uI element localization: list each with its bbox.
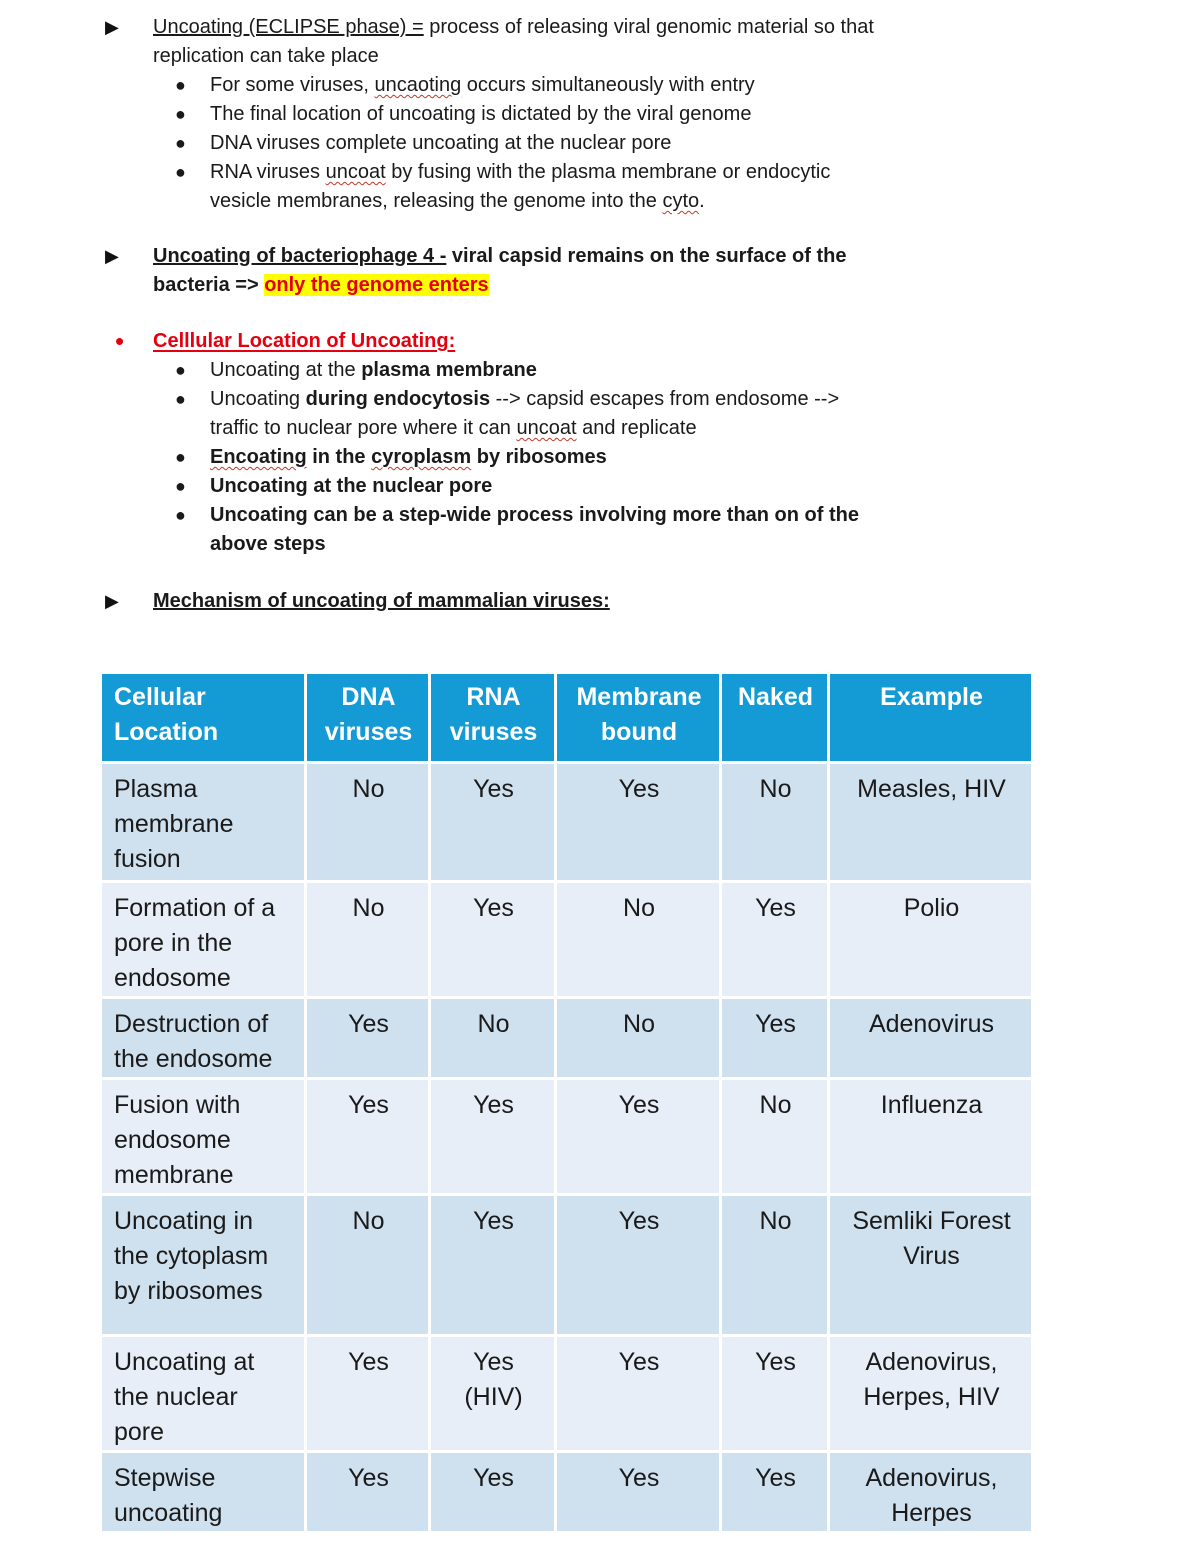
cell-dna: No: [307, 764, 431, 883]
cell-dna: No: [307, 1196, 431, 1337]
triangle-bullet-icon: ▶: [105, 591, 119, 611]
cell-location: Destruction of the endosome: [102, 999, 307, 1080]
bullet-icon: ●: [175, 447, 186, 467]
bacteriophage-heading: Uncoating of bacteriophage 4 - viral capsid remains on the surface of the: [153, 245, 847, 267]
bullet-icon: ●: [175, 75, 186, 95]
bullet-icon: ●: [175, 104, 186, 124]
mechanism-heading: Mechanism of uncoating of mammalian viruses:: [153, 590, 610, 612]
cell-rna: Yes: [431, 764, 557, 883]
bullet-icon: ●: [175, 360, 186, 380]
cell-membrane: No: [557, 999, 722, 1080]
cell-membrane: No: [557, 883, 722, 999]
list-item-continuation: above steps: [210, 533, 326, 555]
list-item: ● DNA viruses complete uncoating at the nuclear pore: [105, 129, 1005, 158]
list-item: ● Uncoating at the plasma membrane: [105, 356, 1005, 385]
cell-rna: Yes (HIV): [431, 1337, 557, 1453]
cell-rna: Yes: [431, 883, 557, 999]
cell-naked: Yes: [722, 999, 830, 1080]
cell-location: Fusion with endosome membrane: [102, 1080, 307, 1196]
cell-membrane: Yes: [557, 1080, 722, 1196]
eclipse-heading-line2: replication can take place: [153, 45, 379, 67]
table-row: [102, 764, 1034, 883]
section-eclipse: [105, 13, 1005, 216]
list-item-continuation: traffic to nuclear pore where it can uncoat and replicate: [210, 417, 697, 439]
cell-dna: Yes: [307, 999, 431, 1080]
section-mechanism: [105, 587, 1005, 616]
cell-rna: No: [431, 999, 557, 1080]
list-item: ● The final location of uncoating is dictated by the viral genome: [105, 100, 1005, 129]
cell-membrane: Yes: [557, 1453, 722, 1534]
cell-membrane: Yes: [557, 1196, 722, 1337]
bullet-icon: ●: [175, 133, 186, 153]
cell-location: Formation of a pore in the endosome: [102, 883, 307, 999]
cell-dna: Yes: [307, 1337, 431, 1453]
list-item: ● RNA viruses uncoat by fusing with the plasma membrane or endocytic: [105, 158, 1005, 187]
section-bacteriophage: [105, 242, 1005, 300]
cell-naked: No: [722, 764, 830, 883]
table-row: [102, 999, 1034, 1080]
header-membrane-bound: Membrane bound: [557, 674, 722, 764]
cell-naked: Yes: [722, 1337, 830, 1453]
eclipse-heading: Uncoating (ECLIPSE phase) = process of releasing viral genomic material so that: [153, 16, 874, 38]
cell-example: Adenovirus, Herpes: [830, 1453, 1034, 1534]
red-bullet-icon: •: [115, 326, 125, 356]
cell-example: Semliki Forest Virus: [830, 1196, 1034, 1337]
bacteriophage-line2: bacteria => only the genome enters: [153, 274, 489, 296]
header-dna-viruses: DNA viruses: [307, 674, 431, 764]
highlighted-text: only the genome enters: [264, 274, 489, 296]
header-example: Example: [830, 674, 1034, 764]
table-row: [102, 1080, 1034, 1196]
cellular-location-heading: Celllular Location of Uncoating:: [153, 330, 456, 352]
cell-location: Plasma membrane fusion: [102, 764, 307, 883]
cell-example: Influenza: [830, 1080, 1034, 1196]
triangle-bullet-icon: ▶: [105, 246, 119, 266]
header-cellular-location: Cellular Location: [102, 674, 307, 764]
cell-naked: Yes: [722, 883, 830, 999]
cell-naked: No: [722, 1080, 830, 1196]
cell-rna: Yes: [431, 1080, 557, 1196]
list-item: ● Uncoating can be a step-wide process involving more than on of the: [105, 501, 1005, 530]
cell-example: Adenovirus, Herpes, HIV: [830, 1337, 1034, 1453]
table-row: [102, 1337, 1034, 1453]
table-row: [102, 883, 1034, 999]
table-row: [102, 1196, 1034, 1337]
cell-membrane: Yes: [557, 1337, 722, 1453]
cell-rna: Yes: [431, 1453, 557, 1534]
bullet-icon: ●: [175, 505, 186, 525]
list-item: ● Encoating in the cyroplasm by ribosomes: [105, 443, 1005, 472]
cell-example: Measles, HIV: [830, 764, 1034, 883]
cell-location: Uncoating at the nuclear pore: [102, 1337, 307, 1453]
table-header-row: [102, 674, 1034, 764]
list-item: ● Uncoating at the nuclear pore: [105, 472, 1005, 501]
bullet-icon: ●: [175, 162, 186, 182]
triangle-bullet-icon: ▶: [105, 17, 119, 37]
cell-rna: Yes: [431, 1196, 557, 1337]
cell-dna: Yes: [307, 1080, 431, 1196]
bullet-icon: ●: [175, 389, 186, 409]
list-item: ● Uncoating during endocytosis --> capsid escapes from endosome -->: [105, 385, 1005, 414]
cell-naked: Yes: [722, 1453, 830, 1534]
cell-dna: Yes: [307, 1453, 431, 1534]
cell-membrane: Yes: [557, 764, 722, 883]
cell-location: Uncoating in the cytoplasm by ribosomes: [102, 1196, 307, 1337]
cell-dna: No: [307, 883, 431, 999]
list-item-continuation: vesicle membranes, releasing the genome into the cyto.: [210, 190, 705, 212]
bullet-icon: ●: [175, 476, 186, 496]
cell-naked: No: [722, 1196, 830, 1337]
cell-location: Stepwise uncoating: [102, 1453, 307, 1534]
header-naked: Naked: [722, 674, 830, 764]
cell-example: Polio: [830, 883, 1034, 999]
list-item: ● For some viruses, uncaoting occurs simultaneously with entry: [105, 71, 1005, 100]
uncoating-table: [102, 674, 1034, 1534]
section-cellular-location: [105, 327, 1005, 559]
header-rna-viruses: RNA viruses: [431, 674, 557, 764]
cell-example: Adenovirus: [830, 999, 1034, 1080]
table-row: [102, 1453, 1034, 1534]
